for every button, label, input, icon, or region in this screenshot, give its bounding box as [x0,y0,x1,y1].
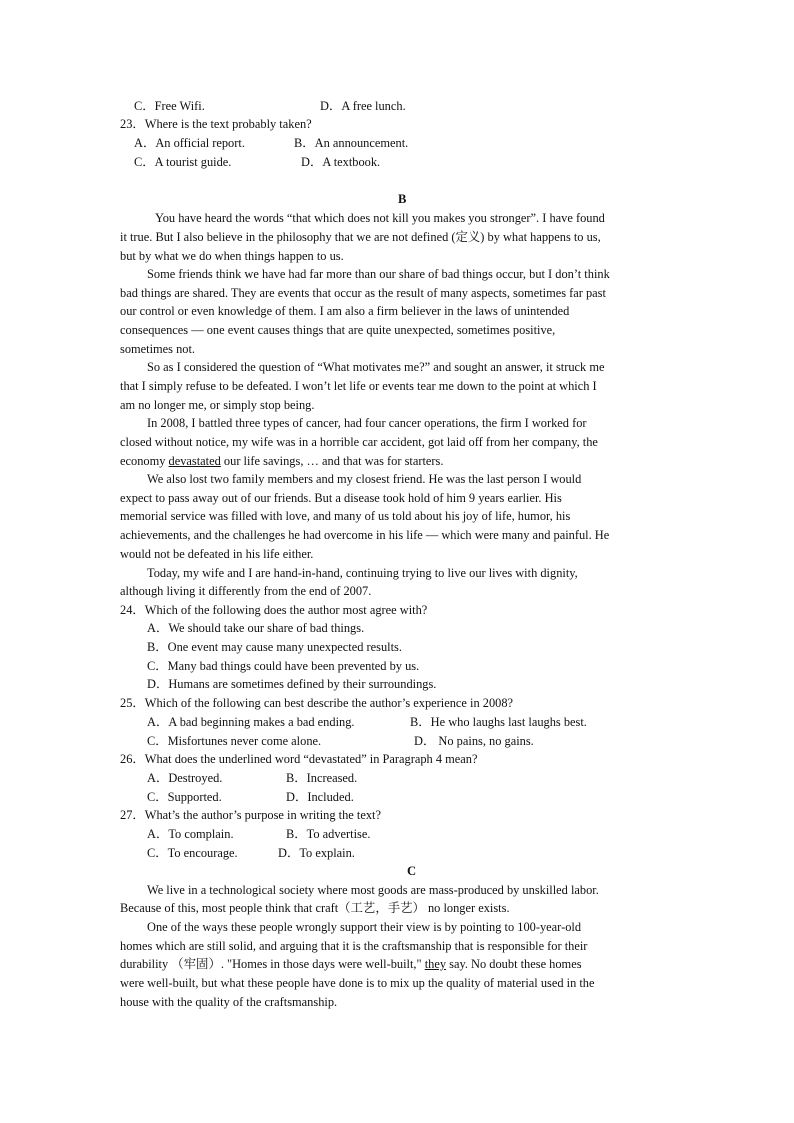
q27-option-b: B．To advertise. [286,827,371,841]
paragraph-b4-line: closed without notice, my wife was in a horrible car accident, got laid off from her company, the [120,435,598,449]
paragraph-b5-line: We also lost two family members and my closest friend. He was the last person I would [147,472,582,486]
paragraph-b3-line: that I simply refuse to be defeated. I won’t let life or events tear me down to the point at which I [120,379,597,393]
paragraph-c2-line: homes which are still solid, and arguing that it is the craftsmanship that is responsible for their [120,939,588,953]
text-run: durability （牢固）. "Homes in those days were well-built," [120,957,425,971]
paragraph-b2-line: sometimes not. [120,342,196,356]
paragraph-c2-line: house with the quality of the craftsmanship. [120,995,338,1009]
paragraph-b4-line: In 2008, I battled three types of cancer, had four cancer operations, the firm I worked for [147,416,587,430]
underlined-word-they: they [424,957,447,971]
q23-option-b: B．An announcement. [294,136,409,150]
section-c-heading: C [407,864,417,878]
q27-stem: 27．What’s the author’s purpose in writing the text? [120,808,381,822]
text-run: economy [120,454,169,468]
paragraph-b3-line: am no longer me, or simply stop being. [120,398,315,412]
q23-option-d: D．A textbook. [301,155,381,169]
paragraph-b2-line: Some friends think we have had far more than our share of bad things occur, but I don’t think [147,267,610,281]
q25-option-a: A．A bad beginning makes a bad ending. [147,715,355,729]
q22-option-d: D．A free lunch. [320,99,406,113]
q23-option-c: C．A tourist guide. [134,155,232,169]
q23-stem: 23．Where is the text probably taken? [120,117,312,131]
q26-option-b: B．Increased. [286,771,358,785]
q26-option-d: D．Included. [286,790,354,804]
q27-option-c: C．To encourage. [147,846,238,860]
text-run: our life savings, … and that was for starters. [220,454,444,468]
paragraph-b5-line: memorial service was filled with love, and many of us told about his joy of life, humor, his [120,509,571,523]
q24-stem: 24．Which of the following does the author most agree with? [120,603,428,617]
paragraph-b5-line: would not be defeated in his life either. [120,547,314,561]
paragraph-c1-line: Because of this, most people think that craft（工艺，手艺） no longer exists. [120,901,510,915]
paragraph-b4-line [120,453,443,469]
q25-option-c: C．Misfortunes never come alone. [147,734,322,748]
q24-option-d: D．Humans are sometimes defined by their surroundings. [147,677,437,691]
q24-option-b: B．One event may cause many unexpected results. [147,640,402,654]
paragraph-c2-line: One of the ways these people wrongly support their view is by pointing to 100-year-old [147,920,582,934]
q25-stem: 25．Which of the following can best describe the author’s experience in 2008? [120,696,514,710]
paragraph-c2-line: were well-built, but what these people have done is to mix up the quality of material used in the [120,976,595,990]
paragraph-b2-line: our control or even knowledge of them. I am also a firm believer in the laws of unintended [120,304,570,318]
q27-option-d: D．To explain. [278,846,355,860]
q25-option-b: B．He who laughs last laughs best. [410,715,587,729]
underlined-word-devastated: devastated [168,454,221,468]
paragraph-c1-line: We live in a technological society where most goods are mass-produced by unskilled labor. [147,883,599,897]
paragraph-b6-line: although living it differently from the end of 2007. [120,584,372,598]
paragraph-b5-line: achievements, and the challenges he had overcome in his life — which were many and painful. He [120,528,610,542]
paragraph-b1-line: but by what we do when things happen to us. [120,249,344,263]
section-b-heading: B [398,192,407,206]
paragraph-b1-line: it true. But I also believe in the philosophy that we are not defined (定义) by what happens to us, [120,230,601,244]
q24-option-a: A．We should take our share of bad things. [147,621,365,635]
q26-stem: 26．What does the underlined word “devastated” in Paragraph 4 mean? [120,752,478,766]
q27-option-a: A．To complain. [147,827,234,841]
paragraph-b6-line: Today, my wife and I are hand-in-hand, continuing trying to live our lives with dignity, [147,566,578,580]
paragraph-b5-line: expect to pass away out of our friends. But a disease took hold of him 9 years earlier. His [120,491,562,505]
q24-option-c: C．Many bad things could have been prevented by us. [147,659,420,673]
q26-option-c: C．Supported. [147,790,222,804]
paragraph-c2-line [120,956,582,972]
q23-option-a: A．An official report. [134,136,245,150]
text-run: say. No doubt these homes [446,957,582,971]
q22-option-c: C．Free Wifi. [134,99,205,113]
paragraph-b1-line: You have heard the words “that which does not kill you makes you stronger”. I have found [155,211,605,225]
paragraph-b3-line: So as I considered the question of “What motivates me?” and sought an answer, it struck me [147,360,605,374]
q25-option-d: D． No pains, no gains. [414,734,534,748]
paragraph-b2-line: consequences — one event causes things that are quite unexpected, sometimes positive, [120,323,556,337]
paragraph-b2-line: bad things are shared. They are events that occur as the result of many aspects, sometimes far past [120,286,606,300]
q26-option-a: A．Destroyed. [147,771,223,785]
